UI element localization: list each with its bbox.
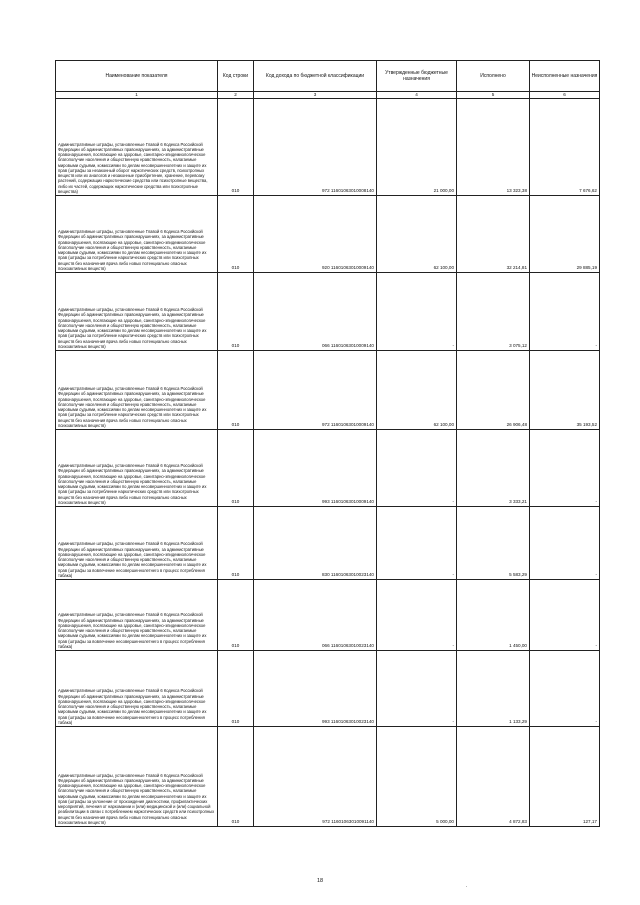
header-row [56,61,600,92]
col-number: 4 [377,92,457,99]
table-row [56,351,600,430]
row-kbk: 066 11601063010023140 [254,580,377,651]
col-number: 3 [254,92,377,99]
row-name: Административные штрафы, установленные Главой 6 Кодекса Российской Федерации об административных правонарушениях, за административные правонарушения, посягающие на здоровье, санитарно-эпидемиологическое благополучие населения и общественную нравственность, налагаемые мировыми судьями, комиссиями по делам несовершеннолетних и защите их прав (штрафы за вовлечение несовершеннолетнего в процесс потребления табака) [56,651,218,727]
row-approved: - [377,507,457,580]
row-kbk: 066 11601063010009140 [254,273,377,351]
row-code: 010 [218,351,254,430]
row-code: 010 [218,507,254,580]
row-kbk: 920 11601063010009140 [254,196,377,273]
row-code: 010 [218,430,254,507]
row-approved: - [377,580,457,651]
row-kbk: 993 11601063010023140 [254,651,377,727]
row-approved: 62 100,00 [377,351,457,430]
row-executed: 1 450,00 [457,580,530,651]
row-kbk: 972 11601063010091140 [254,727,377,827]
row-name: Административные штрафы, установленные Главой 6 Кодекса Российской Федерации об административных правонарушениях, за административные правонарушения, посягающие на здоровье, санитарно-эпидемиологическое благополучие населения и общественную нравственность, налагаемые мировыми судьями, комиссиями по делам несовершеннолетних и защите их прав (штрафы за вовлечение несовершеннолетнего в процесс потребления табака) [56,507,218,580]
row-unexecuted: 35 193,52 [530,351,600,430]
row-kbk: 972 11601063010009140 [254,351,377,430]
row-kbk: 972 11601063010008140 [254,99,377,196]
col-header-kbk: Код дохода по бюджетной классификации [254,61,377,92]
row-unexecuted: 127,17 [530,727,600,827]
col-header-approved: Утвержденные бюджетные назначения [377,61,457,92]
row-code: 010 [218,580,254,651]
row-executed: 13 323,38 [457,99,530,196]
table-row [56,727,600,827]
row-unexecuted: 29 885,19 [530,196,600,273]
row-name: Административные штрафы, установленные Главой 6 Кодекса Российской Федерации об административных правонарушениях, за административные правонарушения, посягающие на здоровье, санитарно-эпидемиологическое благополучие населения и общественную нравственность, налагаемые мировыми судьями, комиссиями по делам несовершеннолетних и защите их прав (штрафы за вовлечение несовершеннолетнего в процесс потребления табака) [56,580,218,651]
row-unexecuted: - [530,651,600,727]
table-row [56,273,600,351]
row-unexecuted: - [530,580,600,651]
row-approved: - [377,430,457,507]
row-kbk: 830 11601063010023140 [254,507,377,580]
row-name: Административные штрафы, установленные Главой 6 Кодекса Российской Федерации об административных правонарушениях, за административные правонарушения, посягающие на здоровье, санитарно-эпидемиологическое благополучие населения и общественную нравственность, налагаемые мировыми судьями, комиссиями по делам несовершеннолетних и защите их прав (штрафы за потребление наркотических средств или психотропных веществ без назначения врача либо новых потенциально опасных психоактивных веществ) [56,196,218,273]
row-kbk: 993 11601063010009140 [254,430,377,507]
scan-mark: . [466,883,468,889]
row-executed: 3 075,12 [457,273,530,351]
row-code: 010 [218,196,254,273]
col-header-code: Код строки [218,61,254,92]
row-code: 010 [218,99,254,196]
row-unexecuted: - [530,273,600,351]
col-header-name: Наименование показателя [56,61,218,92]
col-header-unexecuted: Неисполненные назначения [530,61,600,92]
budget-report-table [55,60,599,827]
table-row [56,196,600,273]
table-row [56,430,600,507]
row-executed: 32 214,81 [457,196,530,273]
row-code: 010 [218,727,254,827]
row-name: Административные штрафы, установленные Главой 6 Кодекса Российской Федерации об административных правонарушениях, за административные правонарушения, посягающие на здоровье, санитарно-эпидемиологическое благополучие населения и общественную нравственность, налагаемые мировыми судьями, комиссиями по делам несовершеннолетних и защите их прав (штрафы за уклонение от прохождения диагностики, профилактических мероприятий, лечения от наркомании и (или) медицинской и (или) социальной реабилитации в связи с потреблением наркотических средств или психотропных веществ без назначения врача либо новых потенциально опасных психоактивных веществ) [56,727,218,827]
table-row [56,99,600,196]
column-number-row [56,92,600,99]
row-approved: 21 000,00 [377,99,457,196]
row-name: Административные штрафы, установленные Главой 6 Кодекса Российской Федерации об административных правонарушениях, за административные правонарушения, посягающие на здоровье, санитарно-эпидемиологическое благополучие населения и общественную нравственность, налагаемые мировыми судьями, комиссиями по делам несовершеннолетних и защите их прав (штрафы за потребление наркотических средств или психотропных веществ без назначения врача либо новых потенциально опасных психоактивных веществ) [56,351,218,430]
row-approved: 5 000,00 [377,727,457,827]
row-executed: 3 333,21 [457,430,530,507]
table-row [56,580,600,651]
page-number: 18 [316,878,324,884]
col-number: 2 [218,92,254,99]
row-executed: 26 906,48 [457,351,530,430]
row-executed: 4 872,83 [457,727,530,827]
row-unexecuted: 7 676,62 [530,99,600,196]
col-number: 5 [457,92,530,99]
row-name: Административные штрафы, установленные Главой 6 Кодекса Российской Федерации об административных правонарушениях, за административные правонарушения, посягающие на здоровье, санитарно-эпидемиологическое благополучие населения и общественную нравственность, налагаемые мировыми судьями, комиссиями по делам несовершеннолетних и защите их прав (штрафы за потребление наркотических средств или психотропных веществ без назначения врача либо новых потенциально опасных психоактивных веществ) [56,273,218,351]
col-header-executed: Исполнено [457,61,530,92]
row-name: Административные штрафы, установленные Главой 6 Кодекса Российской Федерации об административных правонарушениях, за административные правонарушения, посягающие на здоровье, санитарно-эпидемиологическое благополучие населения и общественную нравственность, налагаемые мировыми судьями, комиссиями по делам несовершеннолетних и защите их прав (штрафы за потребление наркотических средств или психотропных веществ без назначения врача либо новых потенциально опасных психоактивных веществ) [56,430,218,507]
row-approved: 62 100,00 [377,196,457,273]
col-number: 6 [530,92,600,99]
row-unexecuted: - [530,430,600,507]
col-number: 1 [56,92,218,99]
row-name: Административные штрафы, установленные Главой 6 Кодекса Российской Федерации об административных правонарушениях, за административные правонарушения, посягающие на здоровье, санитарно-эпидемиологическое благополучие населения и общественную нравственность, налагаемые мировыми судьями, комиссиями по делам несовершеннолетних и защите их прав (штрафы за незаконный оборот наркотических средств, психотропных веществ или их аналогов и незаконные приобретение, хранение, перевозку растений, содержащих наркотические средства или психотропные вещества, либо их частей, содержащих наркотические средства или психотропные вещества) [56,99,218,196]
row-executed: 1 133,29 [457,651,530,727]
report-table [55,60,600,827]
table-row [56,651,600,727]
table-row [56,507,600,580]
row-code: 010 [218,651,254,727]
row-unexecuted: - [530,507,600,580]
row-approved: - [377,273,457,351]
row-approved: - [377,651,457,727]
row-code: 010 [218,273,254,351]
row-executed: 5 583,29 [457,507,530,580]
